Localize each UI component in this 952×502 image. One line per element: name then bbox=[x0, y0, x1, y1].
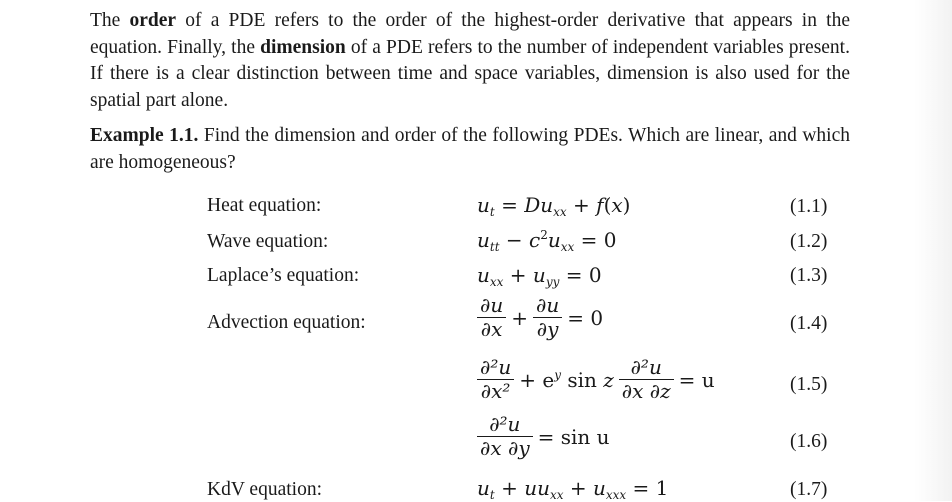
term-order: order bbox=[129, 10, 177, 31]
wave-label: Wave equation: bbox=[207, 231, 329, 252]
eq-number-1-2: (1.2) bbox=[790, 231, 828, 252]
para-text-1: The bbox=[90, 10, 130, 31]
fraction: $\frac{\text{∂²u}}{\partial x \partial z}$ bbox=[619, 356, 674, 403]
eq-number-1-1: (1.1) bbox=[790, 196, 828, 217]
mixed-equation-1-6: $\frac{\text{∂²u}}{\partial x \partial y}$ = sin u bbox=[477, 413, 615, 460]
example-text: Find the dimension and order of the following PDEs. Which are linear, and which are homogeneous? bbox=[90, 125, 850, 173]
fraction: $\frac{\partial u}{\partial y}$ bbox=[533, 294, 562, 341]
eq-number-1-3: (1.3) bbox=[790, 265, 828, 286]
fraction: $\frac{\text{∂²u}}{\partial x \partial y}$ bbox=[477, 413, 533, 460]
laplace-equation: $u_{xx} + u_{yy} = 0$ bbox=[477, 263, 602, 289]
para-text-2: of a PDE refers to the order of the highest-order derivative that appears in the equation. Finally, the bbox=[90, 10, 850, 58]
kdv-label: KdV equation: bbox=[207, 479, 323, 500]
mixed-equation-1-5: $\frac{\text{∂²u}}{\text{∂x²}}$ + $e^y$ sin z $\frac{\text{∂²u}}{\partial x \partial z}$ = u bbox=[477, 356, 720, 403]
fraction: $\frac{\partial u}{\partial x}$ bbox=[477, 294, 506, 341]
fraction: $\frac{\text{∂²u}}{\text{∂x²}}$ bbox=[477, 356, 514, 403]
eq-number-1-7: (1.7) bbox=[790, 479, 828, 500]
wave-equation: $u_{tt} - c^2u_{xx} = 0$ bbox=[477, 228, 617, 254]
eq-number-1-5: (1.5) bbox=[790, 374, 828, 395]
example-label: Example 1.1. bbox=[90, 125, 199, 146]
kdv-equation: $u_t + uu_{xx} + u_{xxx} = 1$ bbox=[477, 476, 669, 502]
laplace-label: Laplace’s equation: bbox=[207, 265, 360, 286]
eq-number-1-6: (1.6) bbox=[790, 431, 828, 452]
advection-equation: $\frac{\partial u}{\partial x}$ + $\frac{\partial u}{\partial y}$ = 0 bbox=[477, 294, 608, 341]
heat-equation: $u_t = Du_{xx} + f(x)$ bbox=[477, 193, 631, 219]
advection-label: Advection equation: bbox=[207, 312, 366, 333]
example-paragraph bbox=[90, 123, 850, 176]
heat-label: Heat equation: bbox=[207, 195, 322, 216]
eq-number-1-4: (1.4) bbox=[790, 313, 828, 334]
definition-paragraph bbox=[90, 8, 850, 114]
para-text-3: of a PDE refers to the number of independent variables present. If there is a clear distinction between time and space variables, dimension is also used for the spatial part alone. bbox=[90, 36, 850, 111]
term-dimension: dimension bbox=[260, 36, 346, 58]
